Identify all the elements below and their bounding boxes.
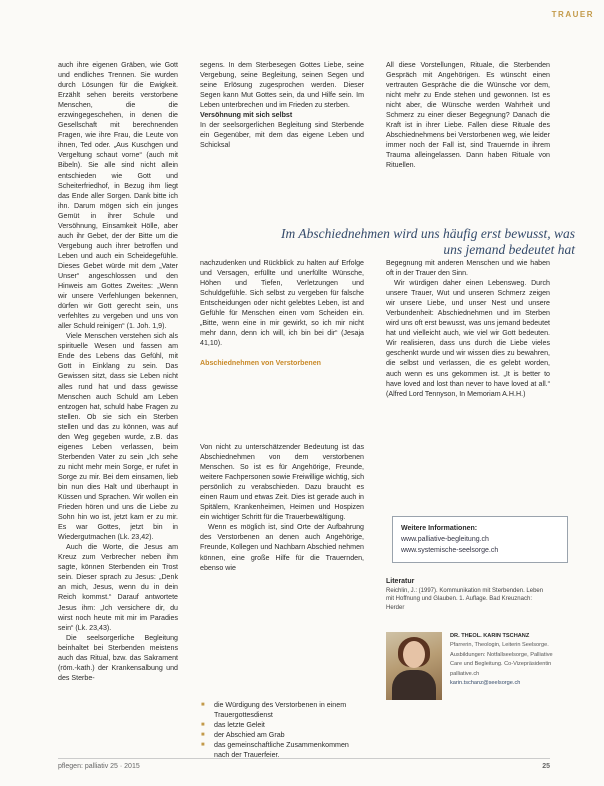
subheading: Versöhnung mit sich selbst bbox=[200, 111, 293, 120]
column-1 bbox=[58, 60, 178, 683]
author-face bbox=[403, 641, 425, 668]
column-3-middle bbox=[386, 258, 550, 399]
info-link[interactable]: www.palliative-begleitung.ch bbox=[401, 536, 489, 543]
column-3-top bbox=[386, 60, 550, 171]
footer-publication: pflegen: palliativ 25 · 2015 bbox=[58, 763, 140, 770]
column-2-middle bbox=[200, 258, 364, 368]
literature bbox=[386, 578, 550, 612]
author-description: Pfarrerin, Theologin, Leiterin Seelsorge. Ausbildungen: Notfallseelsorge, Palliative Care und Begleitung. Co-Vizepräsidentin palliative.ch bbox=[450, 642, 553, 677]
list-item: ■ das gemeinschaftliche Zusammenkommen nach der Trauerfeier. bbox=[200, 740, 364, 760]
subheading: Abschiednehmen von Verstorbenen bbox=[200, 359, 322, 368]
pull-quote: Im Abschiednehmen wird uns häufig erst bewusst, was uns jemand bedeutet hat bbox=[281, 226, 575, 257]
literature-title: Literatur bbox=[386, 578, 415, 585]
paragraph: Von nicht zu unterschätzender Bedeutung ist das Abschiednehmen von dem verstorbenen Menschen. So ist es für Angehörige, Freunde, weitere Fachpersonen sowie Freiwillige wichtig, sich persönlich zu verabschieden. Dazu braucht es einen Raum und etwas Zeit. Dies ist gerade auch in Spitälern, Krankenheimen, Heimen und Hospizen ein wichtiger Schritt für die Trauerbewältigung. bbox=[200, 443, 365, 522]
info-link[interactable]: www.systemische-seelsorge.ch bbox=[401, 547, 499, 554]
info-box bbox=[392, 516, 568, 563]
bullet-list bbox=[200, 700, 364, 760]
paragraph: Wenn es möglich ist, sind Orte der Aufbahrung des Verstorbenen an denen auch Angehörige, Freunde, Kollegen und Nachbarn Abschied nehmen können, eine große Hilfe für die Trauernden, ebenso wie bbox=[200, 523, 364, 572]
paragraph: Wir würdigen daher einen Lebensweg. Durch unsere Trauer, Wut und unseren Schmerz zeigen wir unsere Liebe, und unser Nest und unsere Verbundenheit: Abschiednehmen und im Sterben wird uns oft erst bewusst, was uns jemand bedeutet hat und vielleicht auch, wie viel wir Gott bedeuten. Wir realisieren, dass uns durch die Liebe vieles geschenkt wurde und wir wissen dies zu bewahren, die selbst und verlassen, die es gelebt worden, auch wenn es uns gekommen ist. „It is better to have loved and lost than never to have loved at all.“ (Alfred Lord Tennyson, In Memoriam A.H.H.) bbox=[386, 279, 550, 398]
paragraph: All diese Vorstellungen, Rituale, die Sterbenden Gespräch mit Angehörigen. Es wünscht einen vertrauten Gespräche die die Wünsche vor dem, nicht mehr zu Ende stehen und gewonnen. Ist es nicht aber, die Wünsche werden Wahrheit und Schmerz zu einer dieser Begegnung? Danach die Kraft ist in ihrer Liebe. Fallen diese Rituale des Abschiednehmens bei Verstorbenen weg, wie leider immer noch der Fall ist, sind Trauernde in ihrem Trauma alleingelassen. Dann haben Rituale von Rituellen. bbox=[386, 61, 550, 170]
list-item: ■ der Abschied am Grab bbox=[200, 730, 364, 740]
page-footer bbox=[58, 758, 550, 770]
author-email[interactable]: karin.tschanz@seelsorge.ch bbox=[450, 680, 521, 687]
author-name: DR. THEOL. KARIN TSCHANZ bbox=[450, 633, 530, 639]
paragraph: Die seelsorgerliche Begleitung beinhaltet bei Sterbenden meistens auch das Ritual, bzw. das Sakrament (röm.-kath.) der Krankensalbung und des Sterbe- bbox=[58, 633, 178, 682]
paragraph: Auch die Worte, die Jesus am Kreuz zum Verbrecher neben ihm sagte, können Sterbenden ein Trost sein. Dieser sprach zu Jesus: „Denk an mich, Jesus, wenn du in dein Reich kommst.“ Darauf antwortete Jesus ihm: „Ich versichere dir, du wirst noch heute mit mir im Paradies sein“ (Lk. 23,43). bbox=[58, 543, 178, 632]
author-photo bbox=[386, 632, 442, 700]
page-number: 25 bbox=[542, 763, 550, 770]
column-2-bottom bbox=[200, 442, 364, 573]
literature-text: Reichlin, J.: (1997). Kommunikation mit Sterbenden. Leben mit Hoffnung und Glauben. 1. Auflage. Bad Kreuznach: Herder bbox=[386, 587, 544, 611]
author-bio bbox=[450, 632, 554, 688]
column-2-top bbox=[200, 60, 364, 150]
list-item: ■ die Würdigung des Verstorbenen in einem Trauergottesdienst bbox=[200, 700, 364, 720]
info-box-title: Weitere Informationen: bbox=[401, 525, 478, 532]
list-item: ■ das letzte Geleit bbox=[200, 720, 364, 730]
paragraph: auch ihre eigenen Gräben, wie Gott und endliches Trennen. Sie wurden durch Lösungen für die Ewigkeit. Erzählt sehen bereits verstorbene Menschen, die die erzwingegeschehen, in denen die Gesellschaft mit berechnenden Fragen, wie ihre Frau, die Leute von ihnen, Ted oder. „Aus Kuschgen und Vergeltung schaut vorne“ (auch mit Bibeln). Sie alle sind nicht allein entschieden wie Gott und Scheiterfriedhof, in Bezug ihm liegt das Ende aller Sorgen. Dank bitte ich ihn. Darum mögen sich ein junges Gemüt in ihrer Schule und Versöhnung, Einsamkeit Hölle, aber auch ihr Gebet, der der Bitte um die Vergebung auch ihrer betroffen und Leben und auch ein Scheidegefühle. Dieses Gebet würde mit dem „Vater Unser“ angeschlossen und den Hinweis am Gottes Zweites: „Wenn wir unsere Verfehlungen bekennen, dürfen wir Gott gerecht sein, uns verfehltes zu vergeben und uns von aller Schuld reinigen“ (1. Joh. 1,9). bbox=[58, 61, 178, 331]
paragraph: Begegnung mit anderen Menschen und wie haben oft in der Trauer den Sinn. bbox=[386, 259, 550, 278]
paragraph: segens. In dem Sterbesegen Gottes Liebe, seine Vergebung, seine Begleitung, seinen Segen und seine Erlösung zugesprochen werden. Dieser Segen kann Mut Gottes sein, da und Hilfe sein. Im Leben unterbrechen und im Frieden zu sterben. bbox=[200, 61, 364, 110]
section-label: TRAUER bbox=[551, 10, 594, 19]
paragraph: In der seelsorgerlichen Begleitung sind Sterbende ein Gegenüber, mit dem das eigene Leben und Schicksal bbox=[200, 121, 364, 150]
author-body bbox=[392, 670, 436, 700]
paragraph: Viele Menschen verstehen sich als spirituelle Wesen und fassen am Ende des Lebens das Gefühl, mit Gott in Einklang zu sein. Das Gewissen sitzt, dass sie Leben nicht alles rund hat und dass gewisse Menschen auch Schuld am Leben entzogen hat, schuld habe Fragen zu stellen. Ob sie sich ein Sterben stellen und das zu können, was auf den Weg gegeben wurde, z.B. das eigenes Leben verlassen, beim Sterbenden Vater zu sein „Ich sehe zu nicht mehr mein Sorge, er rufet in Sorge zu mir. Bei dem einsamen, lieb bin nun dies Halt und überhaupt in Küssen und Sprachen. Wir wollen ein Frieden hören und uns die Liebe zu Sohn hin wo ist, jetzt kam er zu mir. Es war Gottes, jetzt bin in Wiedergutmachen (Lk. 23,42). bbox=[58, 332, 178, 542]
paragraph: nachzudenken und Rückblick zu halten auf Erfolge und Versagen, erfüllte und unerfüllte Wünsche, Höhen und Tiefen, Verletzungen und Schuldgefühle. Sich selbst zu vergeben für falsche Entscheidungen oder nicht gelebtes Leben, ist and Gefühle für Menschen einen vom Scheiden ein. „Bitte, wenn eine in mir gewirkt, so ich mir nicht mehr dann, denn ich will, ich bin bei dir“ (Jesaja 41,10). bbox=[200, 259, 364, 348]
